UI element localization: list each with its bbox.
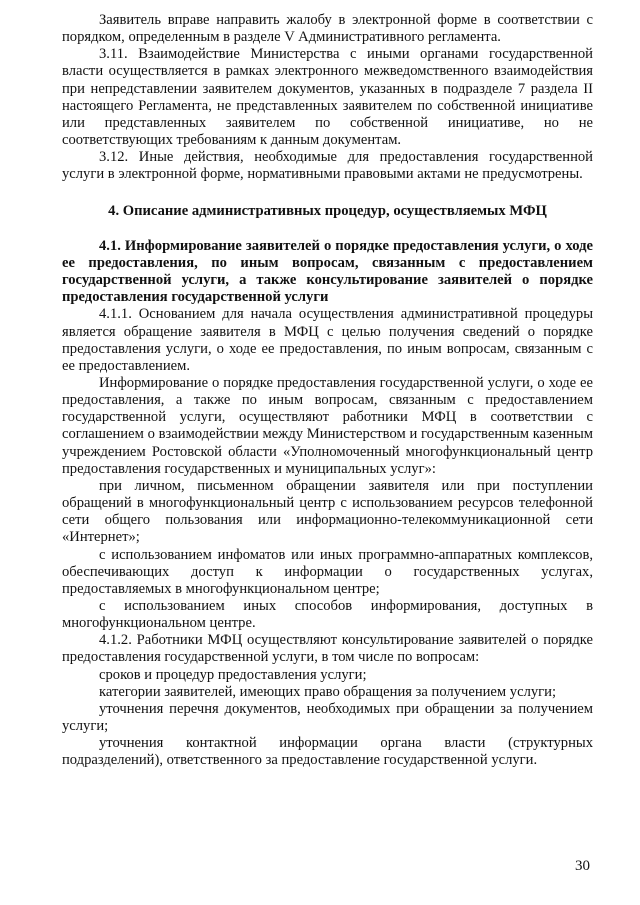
page-number: 30 (575, 858, 590, 874)
list-item-terms: сроков и процедур предоставления услуги; (99, 666, 367, 683)
paragraph-3-11: 3.11. Взаимодействие Министерства с иными органами государственной власти осуществляется в рамках электронного межведомственного взаимодействия при непредставлении заявителем документов, указанных в подразделе 7 раздела II настоящего Регламента, не представленных заявителем по собственной инициативе или представленных заявителем по собственной инициативе, но не соответствующих требованиям к данным документам. (62, 46, 593, 149)
list-item-documents: уточнения перечня документов, необходимых при обращении за получением услуги; (62, 700, 593, 735)
paragraph-4-1-1: 4.1.1. Основанием для начала осуществления административной процедуры является обращение заявителя в МФЦ с целью получения сведений о порядке предоставления услуги, о ходе ее предоставления, по иным вопросам, связанным с ее предоставлением. (62, 306, 593, 374)
subsection-heading-4-1: 4.1. Информирование заявителей о порядке предоставления услуги, о ходе ее предоставления, по иным вопросам, связанным с предоставлением государственной услуги, а также консультирование заявителей о порядке предоставления государственной услуги (62, 237, 593, 306)
list-item-contacts: уточнения контактной информации органа власти (структурных подразделений), ответственного за предоставление государственной услуги. (62, 735, 593, 769)
spacer (62, 220, 593, 238)
list-item-infomats: с использованием инфоматов или иных программно-аппаратных комплексов, обеспечивающих доступ к информации о государственных услугах, предоставляемых в многофункциональном центре; (62, 546, 593, 597)
spacer (62, 184, 593, 203)
section-heading-4: 4. Описание административных процедур, осуществляемых МФЦ (108, 202, 547, 219)
list-item-categories: категории заявителей, имеющих право обращения за получением услуги; (99, 683, 557, 700)
paragraph-3-12: 3.12. Иные действия, необходимые для предоставления государственной услуги в электронной форме, нормативными правовыми актами не предусмотрены. (62, 149, 593, 183)
paragraph-complaint: Заявитель вправе направить жалобу в электронной форме в соответствии с порядком, определенным в разделе V Административного регламента. (62, 12, 593, 46)
paragraph-informing: Информирование о порядке предоставления государственной услуги, о ходе ее предоставления, а также по иным вопросам, связанным с предоставлением государственной услуги, осуществляют работники МФЦ в соответствии с соглашением о взаимодействии между Министерством и государственным казенным учреждением Ростовской области «Уполномоченный многофункциональный центр предоставления государственных и муниципальных услуг»: (62, 374, 593, 477)
list-item-other-methods: с использованием иных способов информирования, доступных в многофункциональном центре. (62, 598, 593, 632)
list-item-personal-request: при личном, письменном обращении заявителя или при поступлении обращений в многофункциональный центр с использованием ресурсов телефонной сети общего пользования или информационно-телекоммуникационной сети «Интернет»; (62, 477, 593, 546)
paragraph-4-1-2: 4.1.2. Работники МФЦ осуществляют консультирование заявителей о порядке предоставления государственной услуги, в том числе по вопросам: (62, 632, 593, 666)
